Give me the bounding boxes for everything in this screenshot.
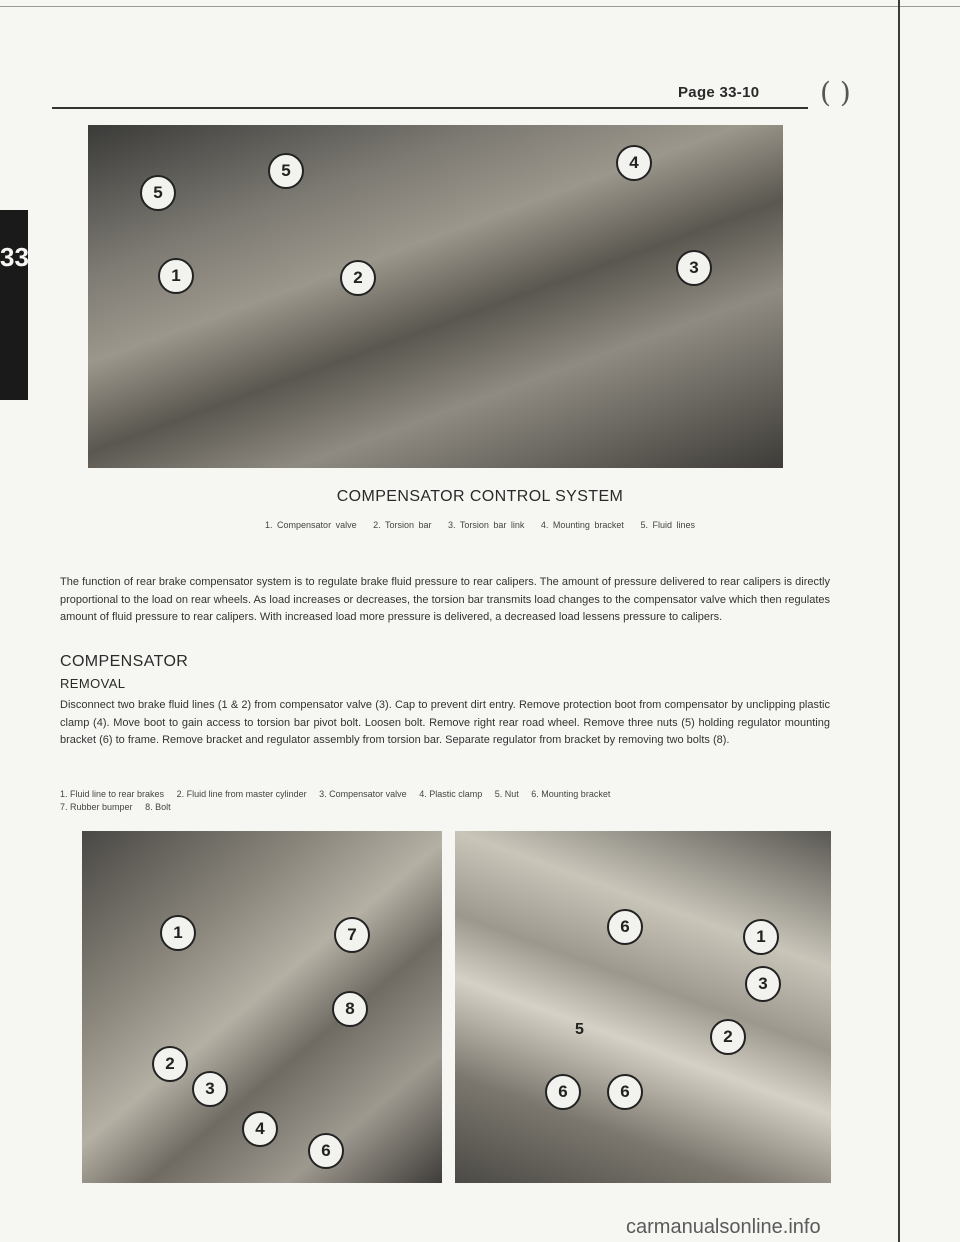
legend-item: 2. Fluid line from master cylinder <box>176 789 307 799</box>
callout-8: 8 <box>332 991 368 1027</box>
callout-3: 3 <box>676 250 712 286</box>
callout-1: 1 <box>158 258 194 294</box>
legend-item: 6. Mounting bracket <box>531 789 611 799</box>
mounting-bracket-photo <box>455 831 831 1183</box>
section-heading: COMPENSATOR <box>60 653 189 670</box>
callout-1: 1 <box>160 915 196 951</box>
callout-5b: 5 <box>268 153 304 189</box>
page-edge-line <box>898 0 900 1242</box>
compensator-system-photo <box>88 125 783 468</box>
legend-item: 3. Compensator valve <box>319 789 407 799</box>
callout-4: 4 <box>616 145 652 181</box>
legend-line <box>60 788 820 801</box>
callout-1: 1 <box>743 919 779 955</box>
callout-6: 6 <box>607 909 643 945</box>
callout-2: 2 <box>710 1019 746 1055</box>
caption-item: 5. Fluid lines <box>640 520 695 530</box>
caption-item: 1. Compensator valve <box>265 520 357 530</box>
figure-title: COMPENSATOR CONTROL SYSTEM <box>336 488 624 505</box>
legend-item: 1. Fluid line to rear brakes <box>60 789 165 799</box>
callout-6: 6 <box>607 1074 643 1110</box>
legend-item: 8. Bolt <box>145 802 171 812</box>
legend-item: 4. Plastic clamp <box>419 789 483 799</box>
callout-2: 2 <box>152 1046 188 1082</box>
callout-3: 3 <box>192 1071 228 1107</box>
binder-hole-mark: ( ) <box>820 76 851 109</box>
compensator-lines-photo <box>82 831 442 1183</box>
legend-line <box>60 801 820 814</box>
section-tab <box>0 210 28 400</box>
removal-paragraph: Disconnect two brake fluid lines (1 & 2) from compensator valve (3). Cap to prevent dirt entry. Remove protection boot from compensator by unclipping plastic clamp (4). Move boot to gain access to torsion bar pivot bolt. Loosen bolt. Remove right rear road wheel. Remove three nuts (5) holding regulator mounting bracket (6) to frame. Remove bracket and regulator assembly from torsion bar. Separate regulator from bracket by removing two bolts (8). <box>60 699 830 746</box>
photo-legend <box>60 788 820 814</box>
top-scan-line <box>0 6 960 7</box>
callout-2: 2 <box>340 260 376 296</box>
legend-item: 5. Nut <box>494 789 519 799</box>
section-tab-label: 33 <box>0 242 29 272</box>
caption-item: 4. Mounting bracket <box>540 520 624 530</box>
figure-caption <box>0 520 960 530</box>
callout-5: 5 <box>575 1021 584 1038</box>
page-number: Page 33-10 <box>678 84 760 101</box>
caption-item: 2. Torsion bar <box>373 520 432 530</box>
watermark-url[interactable]: carmanualsonline.info <box>626 1216 821 1238</box>
intro-paragraph: The function of rear brake compensator system is to regulate brake fluid pressure to rear calipers. The amount of pressure delivered to rear calipers is directly proportional to the load on rear wheels. As load increases or decreases, the torsion bar transmits load changes to the compensator valve which then regulates amount of fluid pressure to rear calipers. With increased load more pressure is delivered, a decreased load lessens pressure to calipers. <box>60 576 830 623</box>
callout-5a: 5 <box>140 175 176 211</box>
callout-6: 6 <box>308 1133 344 1169</box>
callout-7: 7 <box>334 917 370 953</box>
legend-item: 7. Rubber bumper <box>60 802 133 812</box>
section-subheading: REMOVAL <box>60 676 126 691</box>
callout-3: 3 <box>745 966 781 1002</box>
callout-6: 6 <box>545 1074 581 1110</box>
header-rule <box>52 107 808 109</box>
caption-item: 3. Torsion bar link <box>447 520 525 530</box>
callout-4: 4 <box>242 1111 278 1147</box>
